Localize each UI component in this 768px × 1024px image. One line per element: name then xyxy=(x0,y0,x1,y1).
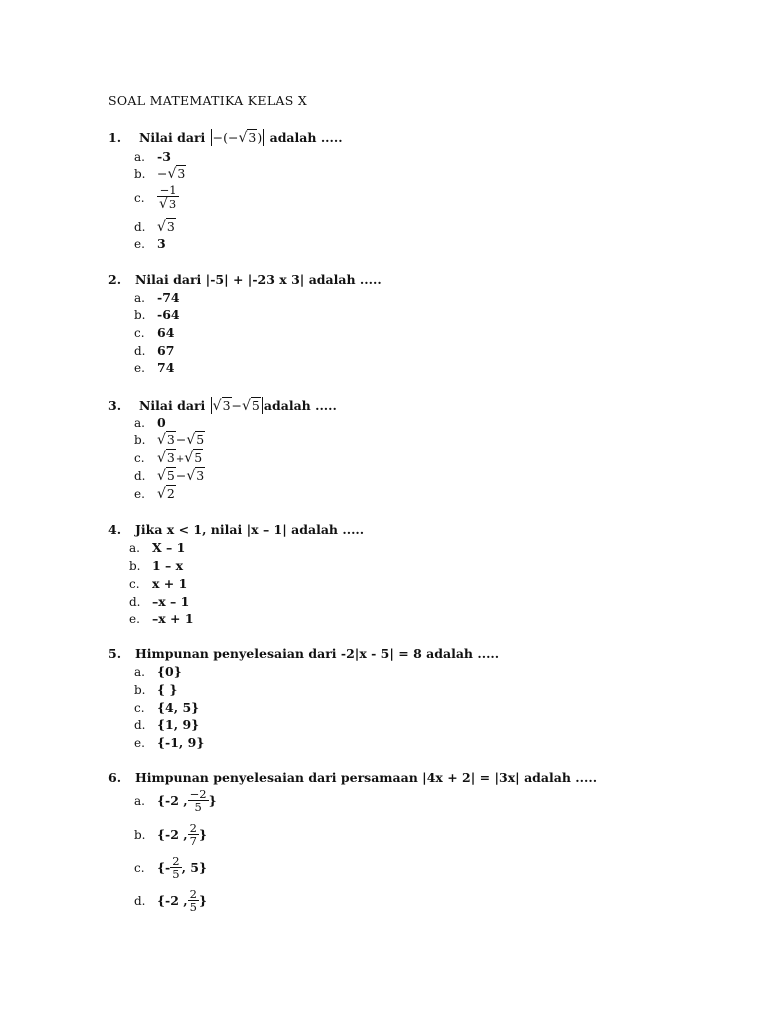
question-5: 5. Himpunan penyelesaian dari -2|x - 5| = 8 adalah ..... xyxy=(108,646,500,661)
option-2e: e. 74 xyxy=(134,360,175,375)
question-stem: Nilai dari |-5| + |-23 x 3| adalah ..... xyxy=(135,272,382,287)
option-1a: a. -3 xyxy=(134,149,171,164)
option-3d: d. √5−√3 xyxy=(134,468,205,484)
question-1 xyxy=(108,129,343,146)
option-6d: d. {-2 , $\frac{2}{5}$ } xyxy=(134,887,208,915)
question-2: 2. Nilai dari |-5| + |-23 x 3| adalah ..... xyxy=(108,272,382,287)
option-4d: d. –x – 1 xyxy=(129,594,190,609)
option-5e: e. {-1, 9} xyxy=(134,735,205,750)
question-number: 1. xyxy=(108,130,122,145)
question-6: 6. Himpunan penyelesaian dari persamaan |4x + 2| = |3x| adalah ..... xyxy=(108,770,598,785)
option-6b: b. {-2 , $\frac{2}{7}$ } xyxy=(134,821,208,849)
option-1e: e. 3 xyxy=(134,236,166,251)
option-2d: d. 67 xyxy=(134,343,175,358)
option-5b: b. { } xyxy=(134,682,178,697)
question-3: 3. Nilai dari √3−√5 adalah ..... xyxy=(108,398,337,414)
option-2c: c. 64 xyxy=(134,325,175,340)
page-title: SOAL MATEMATIKA KELAS X xyxy=(108,93,308,108)
question-4: 4. Jika x < 1, nilai |x – 1| adalah ..... xyxy=(108,522,365,537)
option-6c: c. {- $\frac{2}{5}$ , 5} xyxy=(134,854,208,882)
question-stem: Jika x < 1, nilai |x – 1| adalah ..... xyxy=(135,522,365,537)
option-4a: a. X – 1 xyxy=(129,540,186,555)
option-5c: c. {4, 5} xyxy=(134,700,200,715)
option-6a: a. {-2 , $\frac{-2}{5}$ } xyxy=(134,787,217,815)
option-3e: e. √2 xyxy=(134,486,175,502)
option-5a: a. {0} xyxy=(134,664,182,679)
option-1c: c. $\frac{-1}{√3}$ xyxy=(134,184,179,212)
question-stem: Nilai dari −(−√3) adalah ..... xyxy=(138,130,343,146)
option-4b: b. 1 – x xyxy=(129,558,184,573)
option-2a: a. -74 xyxy=(134,290,180,305)
option-4e: e. –x + 1 xyxy=(129,611,194,626)
option-4c: c. x + 1 xyxy=(129,576,188,591)
option-3c: c. √3+√5 xyxy=(134,450,203,466)
option-5d: d. {1, 9} xyxy=(134,717,200,732)
question-stem: Himpunan penyelesaian dari -2|x - 5| = 8 adalah ..... xyxy=(135,646,500,661)
option-3a: a. 0 xyxy=(134,415,166,430)
question-stem: Himpunan penyelesaian dari persamaan |4x + 2| = |3x| adalah ..... xyxy=(135,770,598,785)
option-3b: b. √3−√5 xyxy=(134,432,205,448)
option-1b: b. −√3 xyxy=(134,166,186,182)
option-1d: d. √3 xyxy=(134,219,175,235)
question-stem: Nilai dari √3−√5 adalah ..... xyxy=(138,398,337,414)
option-2b: b. -64 xyxy=(134,307,180,322)
